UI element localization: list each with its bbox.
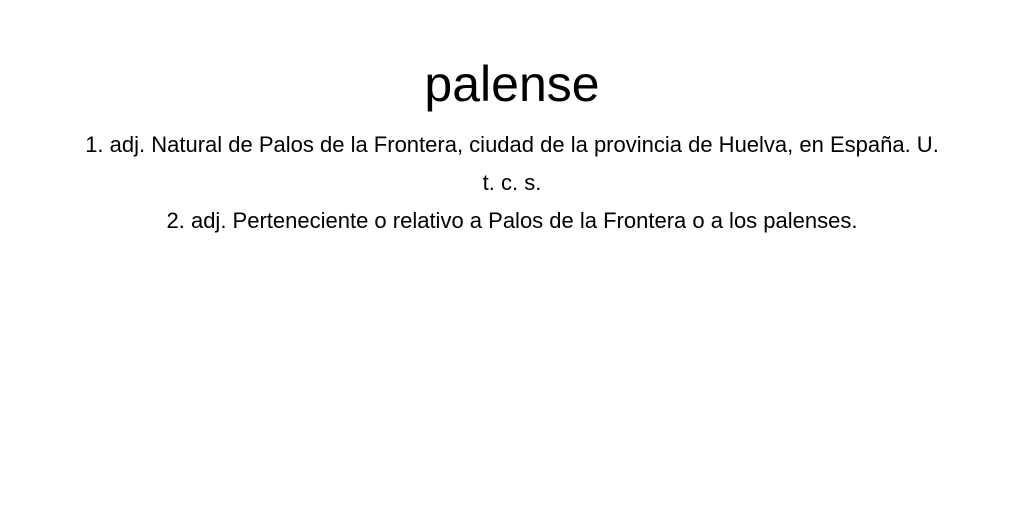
definition-item: 2. adj. Perteneciente o relativo a Palos de la Frontera o a los palenses. — [166, 208, 858, 233]
definition-list — [77, 126, 947, 240]
headword-title: palense — [424, 56, 600, 112]
definition-item: 1. adj. Natural de Palos de la Frontera, ciudad de la provincia de Huelva, en España. U. t. c. s. — [85, 132, 939, 195]
